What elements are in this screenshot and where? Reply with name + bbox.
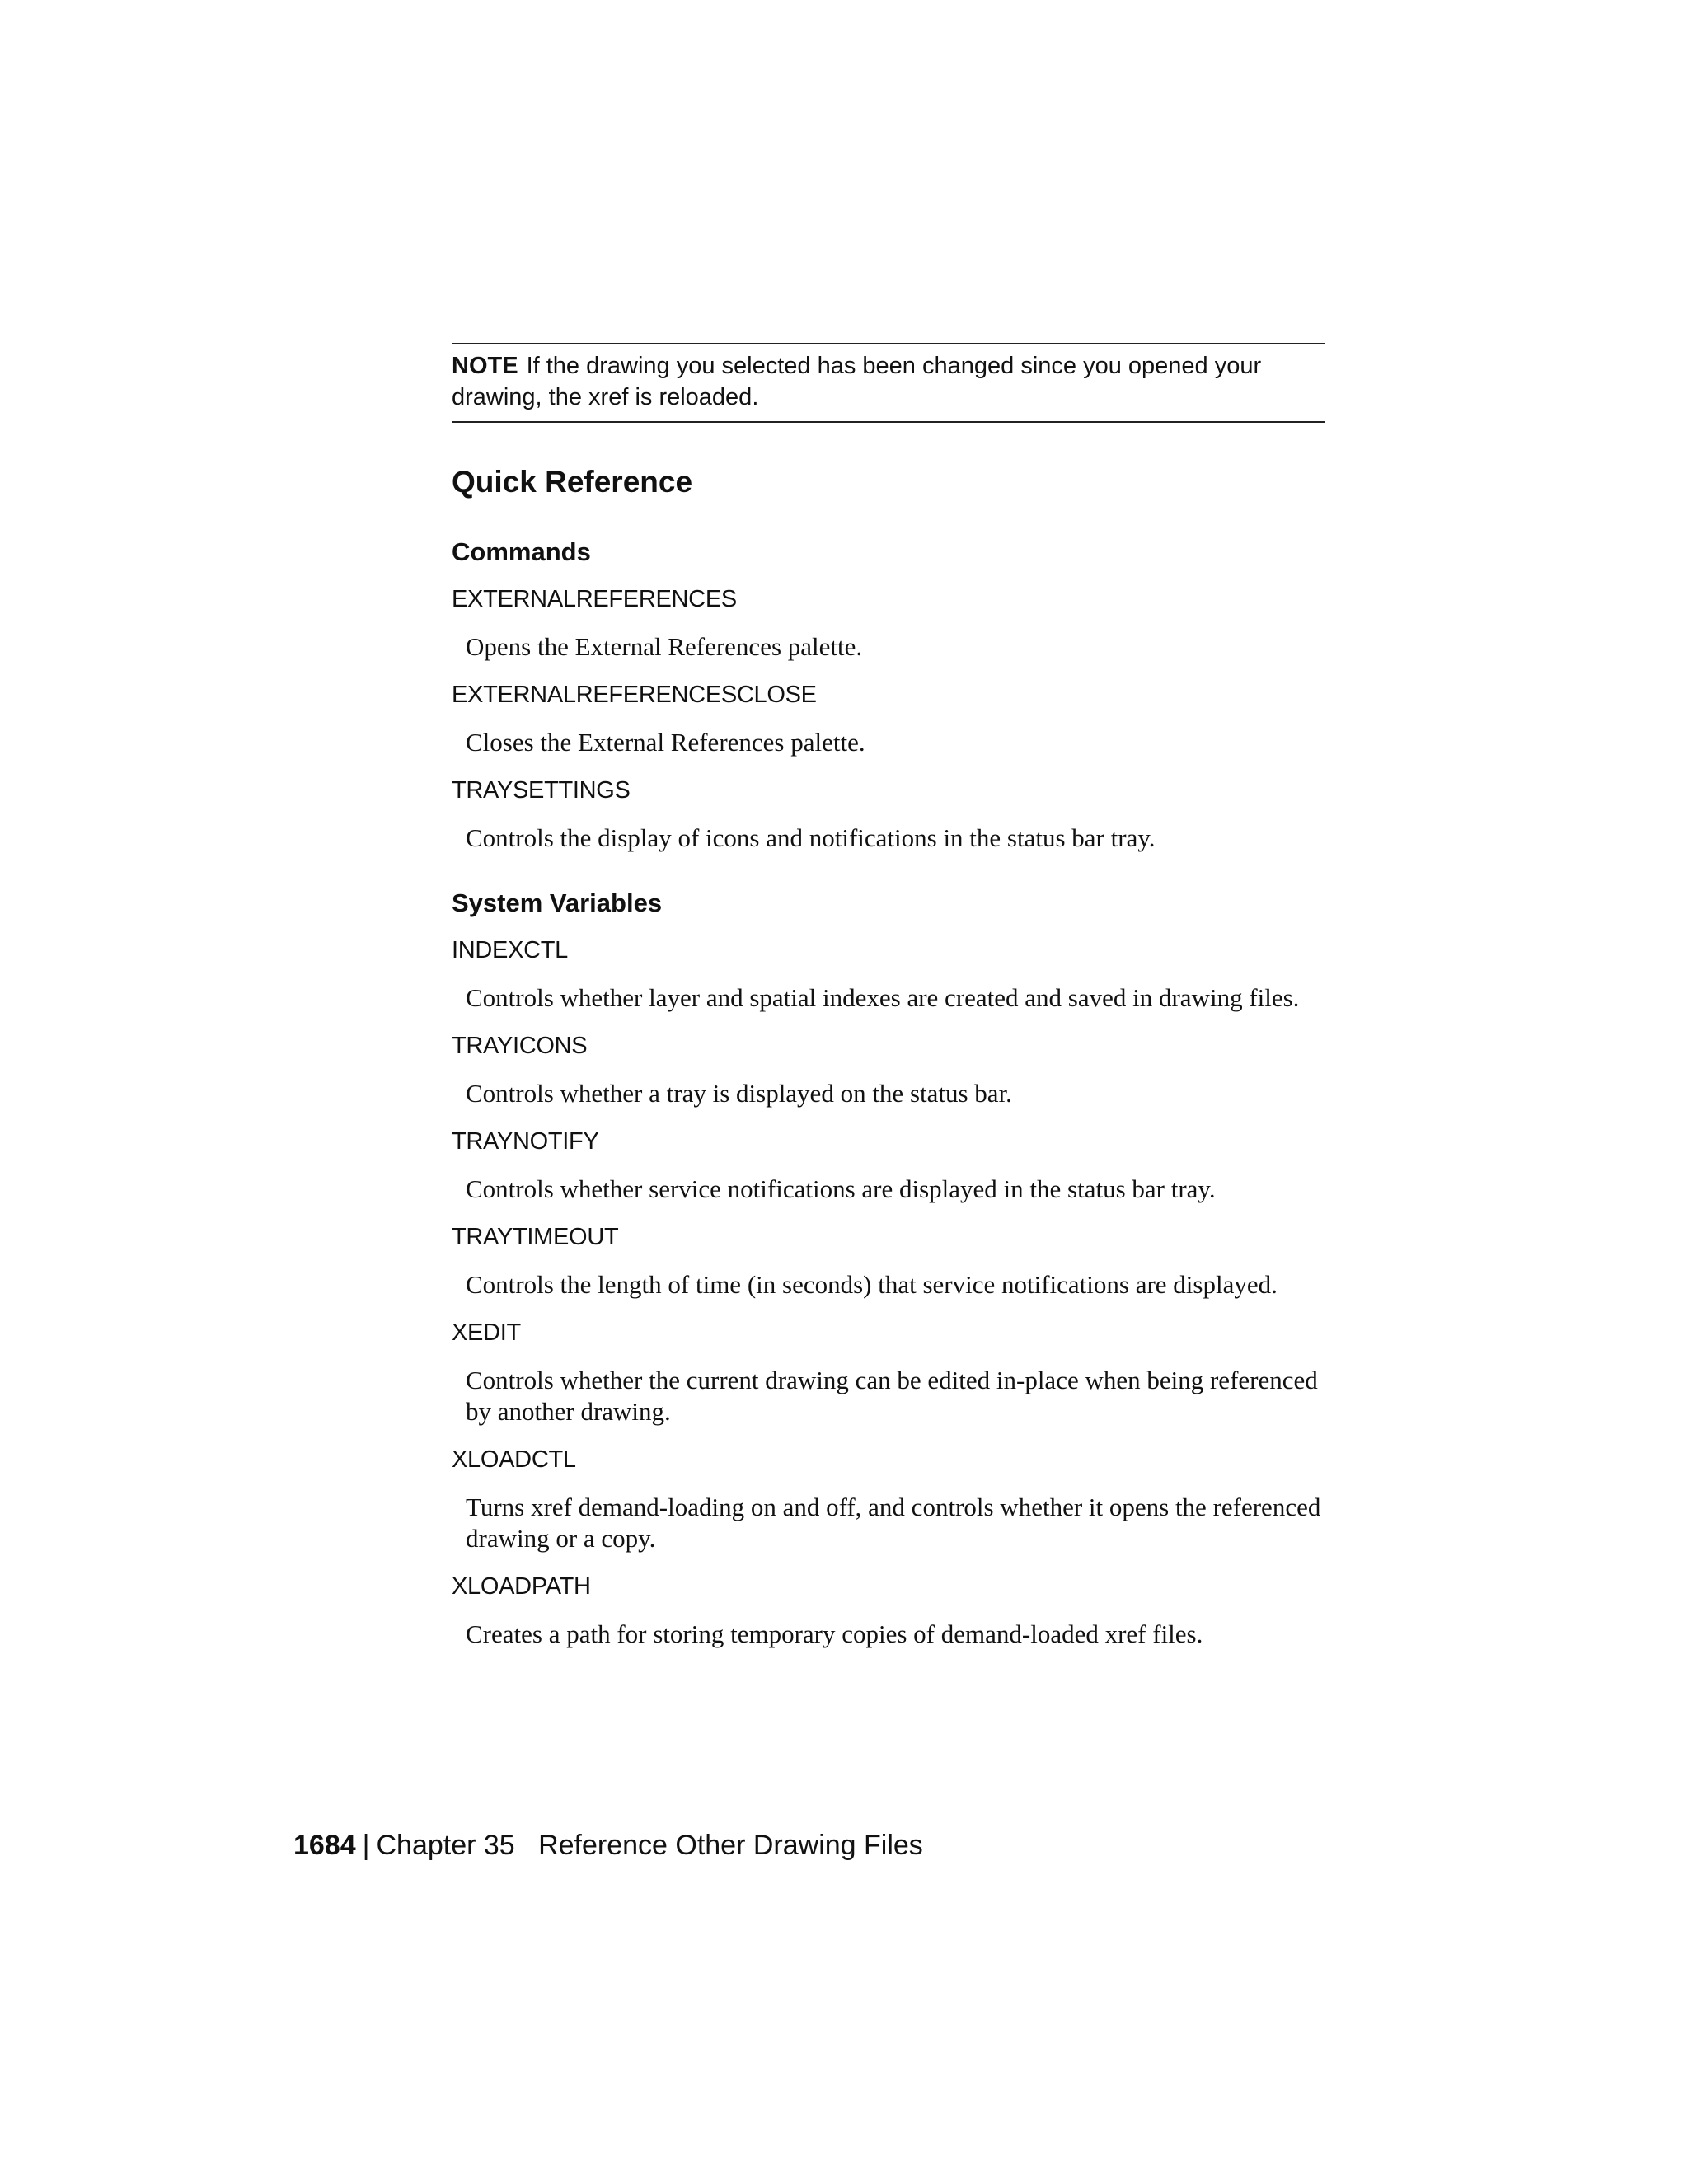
- command-term: TRAYSETTINGS: [452, 777, 631, 804]
- footer-separator: |: [362, 1830, 370, 1861]
- note-text: If the drawing you selected has been changed since you opened your drawing, the xref is reloaded.: [452, 353, 1262, 410]
- command-description: Closes the External References palette.: [466, 728, 865, 757]
- variable-description: Controls whether layer and spatial indexes are created and saved in drawing files.: [466, 983, 1300, 1012]
- variable-description: Creates a path for storing temporary copies of demand-loaded xref files.: [466, 1619, 1203, 1648]
- command-term: EXTERNALREFERENCES: [452, 586, 737, 612]
- variable-term: XLOADCTL: [452, 1446, 576, 1473]
- variable-term: XEDIT: [452, 1319, 521, 1346]
- command-term: EXTERNALREFERENCESCLOSE: [452, 682, 817, 708]
- variable-description: Turns xref demand-loading on and off, and controls whether it opens the referenced drawing or a copy.: [466, 1493, 1321, 1553]
- system-variables-heading: System Variables: [452, 888, 663, 917]
- variable-term: TRAYICONS: [452, 1033, 588, 1059]
- variable-description: Controls whether the current drawing can be edited in-place when being referenced by another drawing.: [466, 1366, 1318, 1426]
- variable-term: INDEXCTL: [452, 937, 569, 963]
- note-label: NOTE: [452, 353, 518, 379]
- command-description: Controls the display of icons and notifications in the status bar tray.: [466, 823, 1156, 852]
- page-footer: [293, 1828, 923, 1863]
- variable-description: Controls whether a tray is displayed on the status bar.: [466, 1079, 1012, 1108]
- note-box: [452, 343, 1325, 423]
- footer-chapter-title: Reference Other Drawing Files: [538, 1830, 923, 1861]
- footer-chapter: Chapter 35: [376, 1830, 515, 1861]
- variable-term: TRAYNOTIFY: [452, 1128, 599, 1155]
- section-title: Quick Reference: [452, 465, 693, 499]
- system-variables-list: [452, 935, 1334, 1666]
- variable-description: Controls the length of time (in seconds) that service notifications are displayed.: [466, 1270, 1278, 1299]
- variable-term: XLOADPATH: [452, 1573, 591, 1600]
- variable-term: TRAYTIMEOUT: [452, 1224, 619, 1250]
- commands-heading: Commands: [452, 537, 591, 566]
- page-number: 1684: [293, 1830, 356, 1861]
- variable-description: Controls whether service notifications are displayed in the status bar tray.: [466, 1174, 1216, 1203]
- command-description: Opens the External References palette.: [466, 632, 863, 661]
- commands-list: [452, 583, 1334, 870]
